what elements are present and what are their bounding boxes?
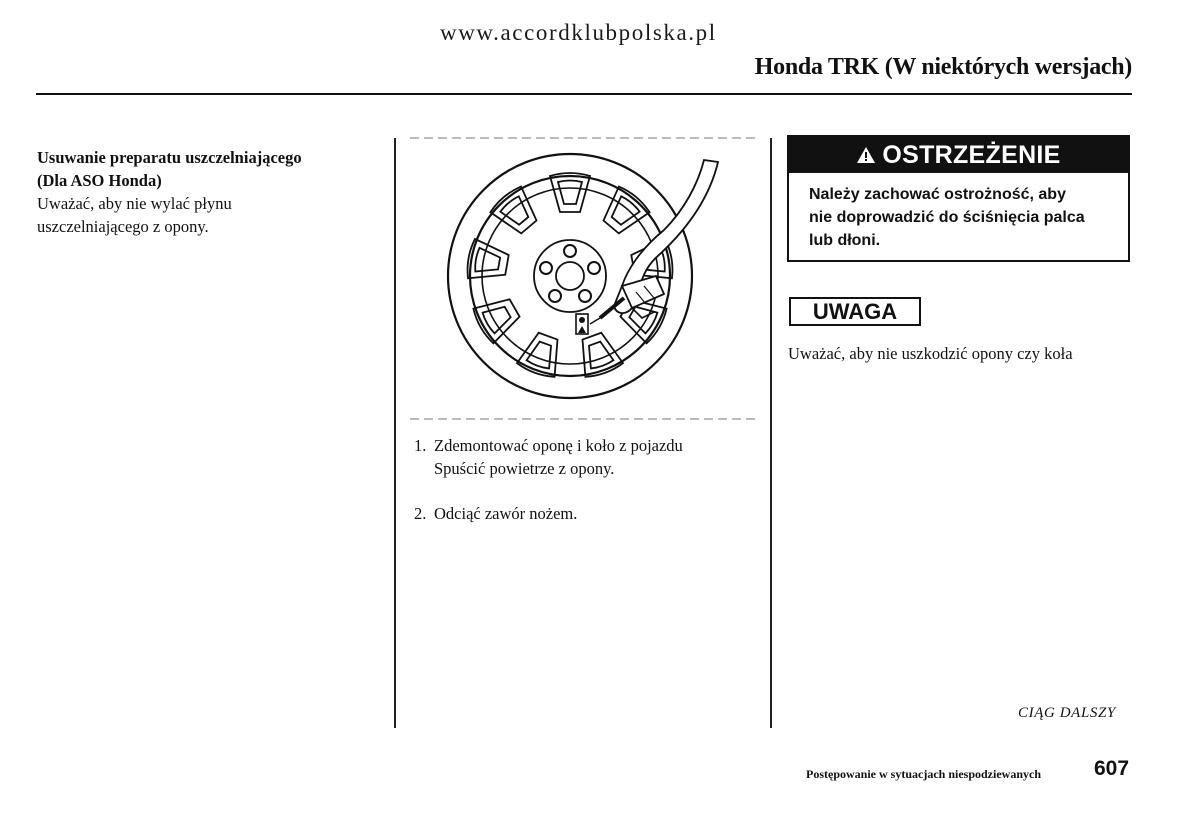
step-text-line1: Odciąć zawór nożem. xyxy=(434,504,578,523)
column-divider-right xyxy=(770,138,772,728)
warning-box xyxy=(787,135,1130,262)
warning-triangle-icon xyxy=(856,146,876,164)
steps-list xyxy=(414,434,764,547)
warning-header xyxy=(789,137,1128,173)
warning-text-line1: Należy zachować ostrożność, aby xyxy=(809,186,1066,203)
section-heading-line1: Usuwanie preparatu uszczelniającego xyxy=(37,148,302,167)
step-item xyxy=(414,434,764,480)
step-text-line2: Spuścić powietrze z opony. xyxy=(434,459,615,478)
warning-text xyxy=(789,173,1128,252)
section-text-line1: Uważać, aby nie wylać płynu xyxy=(37,194,232,213)
warning-text-line3: lub dłoni. xyxy=(809,232,881,249)
wheel-sealant-removal-icon xyxy=(410,136,756,421)
page-number: 607 xyxy=(1094,757,1130,780)
page-title: Honda TRK (W niektórych wersjach) xyxy=(754,54,1132,80)
section-text-line2: uszczelniającego z opony. xyxy=(37,217,209,236)
warning-text-line2: nie doprowadzić do ściśnięcia palca xyxy=(809,209,1085,226)
continued-label: CIĄG DALSZY xyxy=(1018,705,1116,721)
footer-section-title: Postępowanie w sytuacjach niespodziewanych xyxy=(806,767,1042,781)
section-heading-line2: (Dla ASO Honda) xyxy=(37,171,162,190)
left-column xyxy=(37,146,377,238)
warning-title: OSTRZEŻENIE xyxy=(882,140,1061,169)
site-url: www.accordklubpolska.pl xyxy=(440,20,717,45)
step-number: 2. xyxy=(414,504,427,523)
step-number: 1. xyxy=(414,436,427,455)
notice-label: UWAGA xyxy=(789,297,921,326)
step-text-line1: Zdemontować oponę i koło z pojazdu xyxy=(434,436,683,455)
wheel-illustration xyxy=(410,136,756,421)
notice-text: Uważać, aby nie uszkodzić opony czy koła xyxy=(788,344,1073,363)
header-rule xyxy=(36,93,1132,95)
step-item xyxy=(414,502,764,525)
column-divider-left xyxy=(394,138,396,728)
